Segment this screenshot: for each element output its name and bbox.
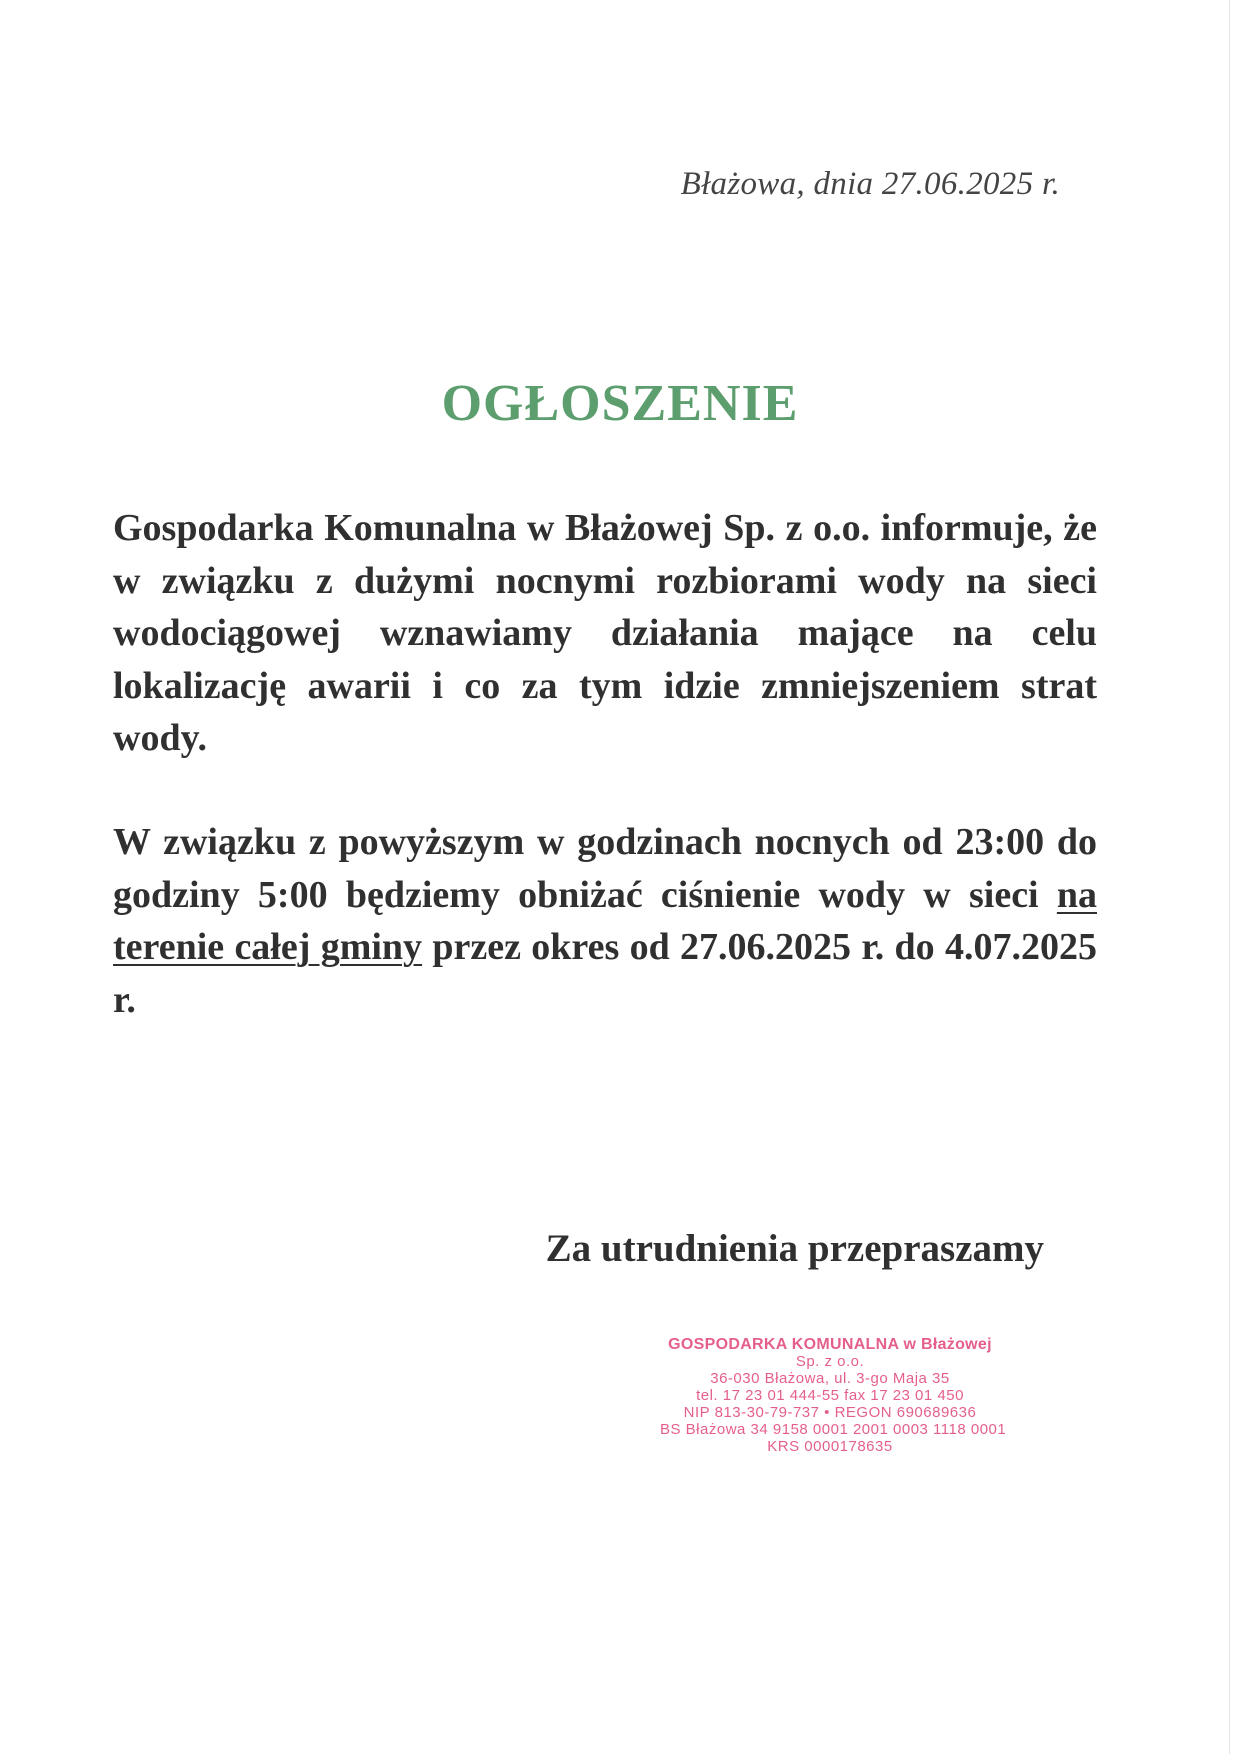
closing-apology: Za utrudnienia przepraszamy: [545, 1227, 1044, 1270]
paragraph-pressure: [113, 816, 1097, 1026]
stamp-line-bank: BS Błażowa 34 9158 0001 2001 0003 1118 0001: [660, 1421, 1007, 1438]
stamp-line-address: 36-030 Błażowa, ul. 3-go Maja 35: [710, 1370, 950, 1387]
date-line: Błażowa, dnia 27.06.2025 r.: [680, 166, 1060, 202]
paragraph-pressure-text-before: W związku z powyższym w godzinach nocnych od 23:00 do godziny 5:00 będziemy obniżać ciśnienie wody w sieci: [113, 821, 1097, 916]
stamp-line-krs: KRS 0000178635: [767, 1438, 893, 1455]
page-edge-line: [1229, 0, 1230, 1754]
paragraph-info: Gospodarka Komunalna w Błażowej Sp. z o.o. informuje, że w związku z dużymi nocnymi rozbiorami wody na sieci wodociągowej wznawiamy działania mające na celu lokalizację awarii i co za tym idzie zmniejszeniem strat wody.: [113, 507, 1097, 759]
paragraph-pressure-underlined: na terenie całej gminy: [113, 873, 1097, 968]
stamp-line-phone: tel. 17 23 01 444-55 fax 17 23 01 450: [696, 1387, 964, 1404]
stamp-line-company: GOSPODARKA KOMUNALNA w Błażowej: [668, 1336, 992, 1353]
announcement-title: OGŁOSZENIE: [441, 375, 799, 432]
paragraph-pressure-text-after: przez okres od 27.06.2025 r. do 4.07.2025 r.: [113, 926, 1097, 1021]
stamp-line-legal-form: Sp. z o.o.: [795, 1353, 865, 1370]
stamp-line-nip-regon: NIP 813-30-79-737 • REGON 690689636: [683, 1404, 977, 1421]
company-stamp: [660, 1336, 1007, 1455]
